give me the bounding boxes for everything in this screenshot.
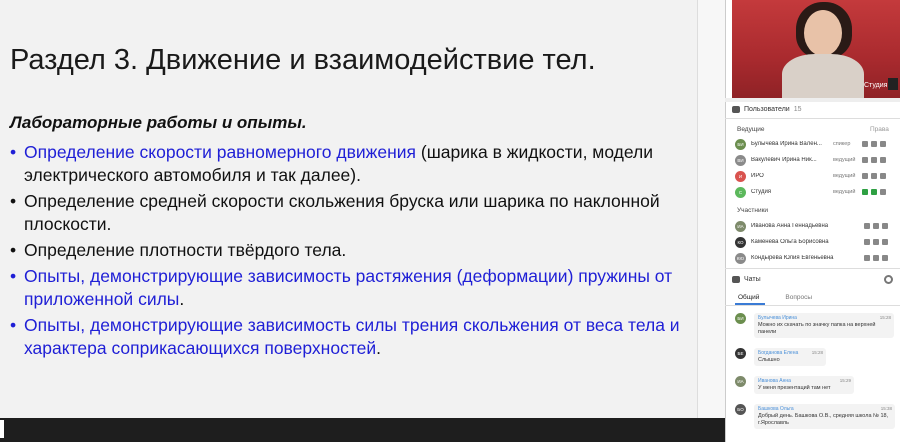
divider <box>725 305 900 306</box>
bullet-text-dark: (шарика в жидкости, модели электрического автомобиля и так далее). <box>24 142 654 185</box>
presenters-label: Ведущие <box>737 126 765 133</box>
message-author: Булычева Ирина <box>758 315 797 321</box>
bullet-text-blue: Определение скорости равномерного движения <box>24 142 416 162</box>
avatar: БЕ <box>735 348 746 359</box>
mic-off-icon[interactable] <box>862 157 868 163</box>
slide-title: Раздел 3. Движение и взаимодействие тел. <box>10 44 596 76</box>
presenter-row[interactable] <box>735 153 893 167</box>
divider <box>725 118 900 119</box>
camera-off-icon[interactable] <box>871 173 877 179</box>
mic-on-icon[interactable] <box>862 189 868 195</box>
user-role: спикер <box>833 141 851 147</box>
chat-title: Чаты <box>744 276 761 283</box>
chat-message <box>735 348 895 366</box>
user-role: ведущий <box>833 173 856 179</box>
avatar: БИ <box>735 139 746 150</box>
avatar: С <box>735 187 746 198</box>
message-text: Добрый день. Башкова О.В., средняя школа № 18, г.Ярославль <box>758 413 889 426</box>
speaker-face <box>804 10 842 56</box>
chat-message <box>735 404 895 429</box>
screen-share-icon[interactable] <box>880 157 886 163</box>
avatar: ИА <box>735 221 746 232</box>
screen-share-icon[interactable] <box>880 189 886 195</box>
screen-share-icon[interactable] <box>880 141 886 147</box>
screen-share-icon[interactable] <box>880 173 886 179</box>
user-name: Кондырева Юлия Евгеньевна <box>751 255 834 261</box>
user-name: Студия <box>751 189 772 195</box>
video-feed[interactable] <box>732 0 900 98</box>
message-bubble <box>754 404 895 429</box>
user-role: ведущий <box>833 189 856 195</box>
avatar: И <box>735 171 746 182</box>
screen-share-icon[interactable] <box>882 239 888 245</box>
presenter-row[interactable] <box>735 169 893 183</box>
message-bubble <box>754 313 894 338</box>
users-count: 15 <box>793 106 802 113</box>
camera-on-icon[interactable] <box>871 189 877 195</box>
slide-side-strip <box>697 0 725 418</box>
chat-tabs <box>738 294 838 301</box>
participant-row[interactable] <box>735 235 893 249</box>
mic-off-icon[interactable] <box>864 239 870 245</box>
avatar: БО <box>735 404 746 415</box>
bullet-text-dark: . <box>376 338 382 358</box>
message-author: Иванова Анна <box>758 378 791 384</box>
user-name: ИРО <box>751 173 764 179</box>
bullet-text-blue: Опыты, демонстрирующие зависимость силы трения скольжения от веса тела и характера соприкасающихся поверхностей <box>24 315 680 358</box>
user-name: Иванова Анна Геннадьевна <box>751 223 829 229</box>
chat-header[interactable] <box>732 276 761 283</box>
toolbar-indicator[interactable] <box>0 420 4 438</box>
message-time: 15:28 <box>879 315 891 320</box>
mic-off-icon[interactable] <box>862 173 868 179</box>
user-role: ведущий <box>833 157 856 163</box>
camera-off-icon[interactable] <box>873 223 879 229</box>
message-text: Слышно <box>758 357 780 363</box>
bullet-item: • Определение плотности твёрдого тела. <box>10 239 690 262</box>
gear-icon[interactable] <box>884 275 893 284</box>
message-bubble <box>754 348 826 366</box>
bullet-text-blue: Опыты, демонстрирующие зависимость растяжения (деформации) пружины от приложенной силы <box>24 266 673 309</box>
avatar: КО <box>735 237 746 248</box>
camera-off-icon[interactable] <box>873 255 879 261</box>
tab-general[interactable]: Общий <box>738 294 760 301</box>
camera-off-icon[interactable] <box>873 239 879 245</box>
participant-row[interactable] <box>735 219 893 233</box>
mic-off-icon[interactable] <box>864 255 870 261</box>
video-toolbar <box>725 98 900 102</box>
camera-off-icon[interactable] <box>871 157 877 163</box>
user-name: Каменева Ольга Борисовна <box>751 239 829 245</box>
mic-off-icon[interactable] <box>864 223 870 229</box>
message-author: Башкова Ольга <box>758 406 794 412</box>
message-text: Можно их скачать по значку папка на верхней панели <box>758 322 876 335</box>
message-time: 15:38 <box>880 406 892 411</box>
user-name: Вакулевич Ирина Ник... <box>751 157 817 163</box>
participant-row[interactable] <box>735 251 893 265</box>
presenter-row[interactable] <box>735 137 893 151</box>
participants-label: Участники <box>737 207 769 214</box>
avatar: ИА <box>735 376 746 387</box>
tab-questions[interactable]: Вопросы <box>785 294 813 301</box>
chat-icon <box>732 276 740 283</box>
message-author: Богданова Елена <box>758 350 799 356</box>
bullet-item <box>10 141 690 187</box>
slide-bullet-list <box>10 141 690 363</box>
message-bubble <box>754 376 854 394</box>
rights-label: Права <box>870 126 889 133</box>
slide-subtitle: Лабораторные работы и опыты. <box>10 113 307 132</box>
divider <box>725 268 900 269</box>
mic-off-icon[interactable] <box>862 141 868 147</box>
screen-share-icon[interactable] <box>882 223 888 229</box>
mic-icon <box>888 78 898 90</box>
chat-message <box>735 376 895 394</box>
speaker-body <box>782 54 864 98</box>
avatar: КЮ <box>735 253 746 264</box>
camera-off-icon[interactable] <box>871 141 877 147</box>
users-header[interactable] <box>732 106 802 113</box>
bullet-item <box>10 265 690 311</box>
presenter-row[interactable] <box>735 185 893 199</box>
users-title: Пользователи <box>744 106 790 113</box>
avatar: БИ <box>735 313 746 324</box>
message-time: 15:29 <box>839 378 851 383</box>
bullet-text-dark: . <box>179 289 185 309</box>
message-time: 15:28 <box>811 350 823 355</box>
avatar: ВИ <box>735 155 746 166</box>
users-icon <box>732 106 740 113</box>
bullet-item <box>10 314 690 360</box>
screen-share-icon[interactable] <box>882 255 888 261</box>
bottom-toolbar <box>0 418 725 442</box>
video-label: Студия <box>864 82 888 89</box>
message-text: У меня презентаций там нет <box>758 385 831 391</box>
user-name: Булычева Ирина Вален... <box>751 141 822 147</box>
chat-message <box>735 313 895 338</box>
bullet-item: • Определение средней скорости скольжения бруска или шарика по наклонной плоскости. <box>10 190 690 236</box>
